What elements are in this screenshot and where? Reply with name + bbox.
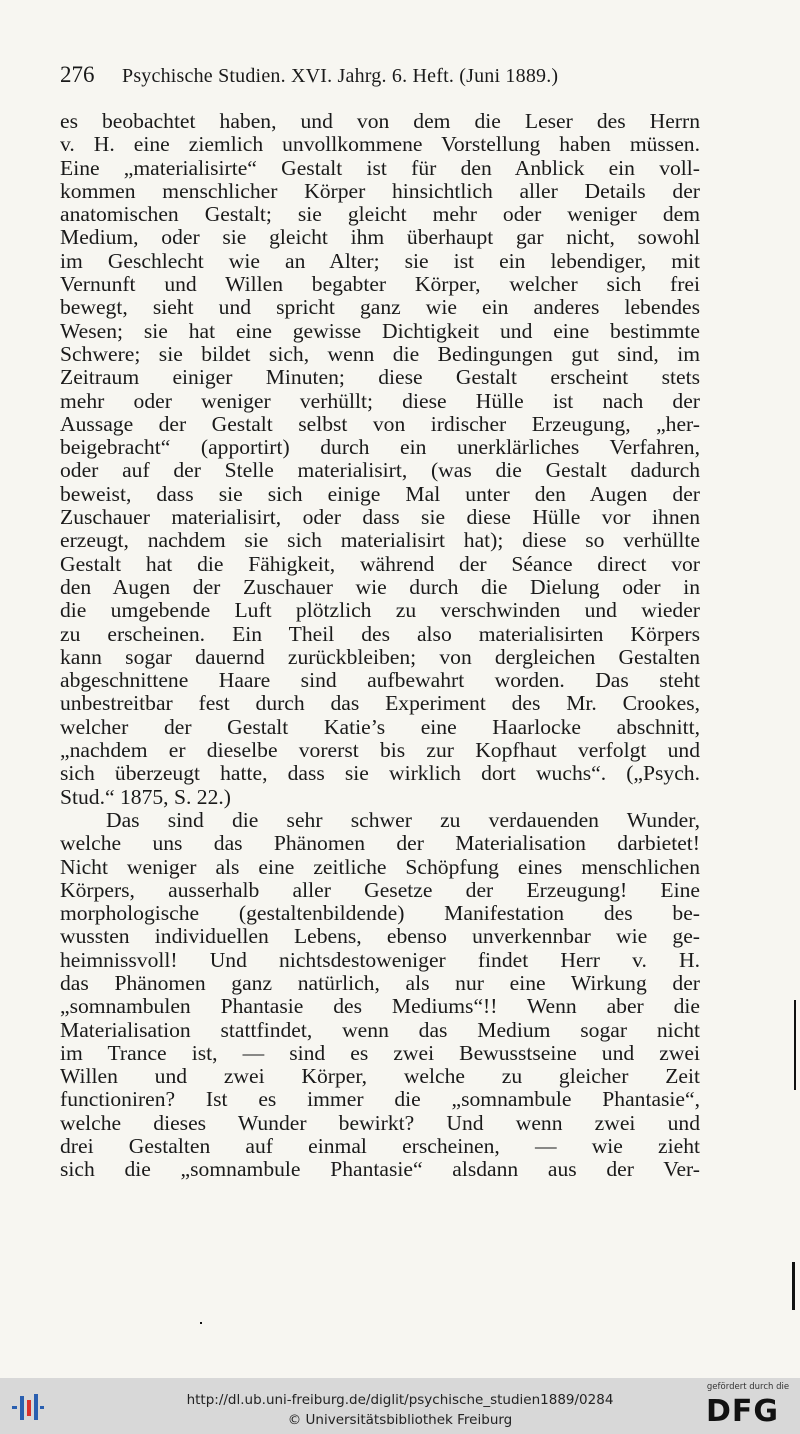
text-line: welche dieses Wunder bewirkt? Und wenn zwei und bbox=[60, 1111, 700, 1135]
text-line: Gestalt hat die Fähigkeit, während der Séance direct vor bbox=[60, 552, 700, 576]
text-line: mehr oder weniger verhüllt; diese Hülle ist nach der bbox=[60, 389, 700, 413]
scan-artifact bbox=[200, 1322, 202, 1324]
text-line: im Trance ist, — sind es zwei Bewusstseine und zwei bbox=[60, 1041, 700, 1065]
text-line: Das sind die sehr schwer zu verdauenden Wunder, bbox=[106, 808, 700, 832]
text-line: Stud.“ 1875, S. 22.) bbox=[60, 784, 231, 809]
text-line: bewegt, sieht und spricht ganz wie ein anderes lebendes bbox=[60, 296, 700, 320]
scan-artifact bbox=[794, 1000, 796, 1090]
text-line: unbestreitbar fest durch das Experiment des Mr. Crookes, bbox=[60, 692, 700, 716]
text-line: anatomischen Gestalt; sie gleicht mehr oder weniger dem bbox=[60, 203, 700, 227]
copyright-notice: © Universitätsbibliothek Freiburg bbox=[287, 1412, 513, 1428]
text-line: Willen und zwei Körper, welche zu gleicher Zeit bbox=[60, 1065, 700, 1089]
text-line: beigebracht“ (apportirt) durch ein unerklärliches Verfahren, bbox=[60, 436, 700, 460]
scan-artifact bbox=[792, 1262, 795, 1310]
text-line: zu erscheinen. Ein Theil des also materialisirten Körpers bbox=[60, 622, 700, 646]
text-line: welcher der Gestalt Katie’s eine Haarlocke abschnitt, bbox=[60, 715, 700, 739]
text-line: Wesen; sie hat eine gewisse Dichtigkeit und eine bestimmte bbox=[60, 319, 700, 343]
text-line: kann sogar dauernd zurückbleiben; von dergleichen Gestalten bbox=[60, 645, 700, 669]
text-line: wussten individuellen Lebens, ebenso unverkennbar wie ge- bbox=[60, 925, 700, 949]
source-url-link[interactable]: http://dl.ub.uni-freiburg.de/diglit/psychische_studien1889/0284 bbox=[186, 1392, 614, 1408]
text-line: erzeugt, nachdem sie sich materialisirt hat); diese so verhüllte bbox=[60, 529, 700, 553]
footer-bar bbox=[0, 1378, 800, 1434]
text-line: heimnissvoll! Und nichtsdestoweniger findet Herr v. H. bbox=[60, 948, 700, 972]
text-line: Aussage der Gestalt selbst von irdischer Erzeugung, „her- bbox=[60, 412, 700, 436]
text-line: sich überzeugt hatte, dass sie wirklich dort wuchs“. („Psych. bbox=[60, 762, 700, 786]
text-line: es beobachtet haben, und von dem die Leser des Herrn bbox=[60, 110, 700, 133]
text-line: die umgebende Luft plötzlich zu verschwinden und wieder bbox=[60, 599, 700, 623]
text-line: Zuschauer materialisirt, oder dass sie diese Hülle vor ihnen bbox=[60, 506, 700, 530]
text-line: kommen menschlicher Körper hinsichtlich aller Details der bbox=[60, 179, 700, 203]
text-line: Medium, oder sie gleicht ihm überhaupt gar nicht, sowohl bbox=[60, 226, 700, 250]
text-line: sich die „somnambule Phantasie“ alsdann aus der Ver- bbox=[60, 1158, 700, 1182]
funding-caption: gefördert durch die bbox=[706, 1382, 790, 1392]
text-line: abgeschnittene Haare sind aufbewahrt worden. Das steht bbox=[60, 669, 700, 693]
text-line: welche uns das Phänomen der Materialisation darbietet! bbox=[60, 832, 700, 856]
text-line: „nachdem er dieselbe vorerst bis zur Kopfhaut verfolgt und bbox=[60, 739, 700, 763]
running-title: Psychische Studien. XVI. Jahrg. 6. Heft. (Juni 1889.) bbox=[122, 65, 559, 87]
text-line: drei Gestalten auf einmal erscheinen, — wie zieht bbox=[60, 1135, 700, 1159]
text-line: „somnambulen Phantasie des Mediums“!! Wenn aber die bbox=[60, 995, 700, 1019]
text-line: morphologische (gestaltenbildende) Manifestation des be- bbox=[60, 902, 700, 926]
text-line: Körpers, ausserhalb aller Gesetze der Erzeugung! Eine bbox=[60, 878, 700, 902]
text-line: Materialisation stattfindet, wenn das Medium sogar nicht bbox=[60, 1018, 700, 1042]
page-number: 276 bbox=[60, 62, 95, 87]
dfg-logo bbox=[700, 1382, 796, 1432]
text-line: Eine „materialisirte“ Gestalt ist für den Anblick ein voll- bbox=[60, 156, 700, 180]
text-line: Vernunft und Willen begabter Körper, welcher sich frei bbox=[60, 273, 700, 297]
text-line: oder auf der Stelle materialisirt, (was die Gestalt dadurch bbox=[60, 459, 700, 483]
text-line: v. H. eine ziemlich unvollkommene Vorstellung haben müssen. bbox=[60, 133, 700, 157]
running-header bbox=[60, 62, 708, 92]
text-line: das Phänomen ganz natürlich, als nur eine Wirkung der bbox=[60, 971, 700, 995]
text-line: im Geschlecht wie an Alter; sie ist ein lebendiger, mit bbox=[60, 249, 700, 273]
text-line: Zeitraum einiger Minuten; diese Gestalt erscheint stets bbox=[60, 366, 700, 390]
body-text bbox=[60, 110, 700, 1182]
text-line: functioniren? Ist es immer die „somnambule Phantasie“, bbox=[60, 1088, 700, 1112]
text-line: beweist, dass sie sich einige Mal unter den Augen der bbox=[60, 482, 700, 506]
text-line: den Augen der Zuschauer wie durch die Dielung oder in bbox=[60, 575, 700, 599]
dfg-logo-text: DFG bbox=[706, 1394, 780, 1429]
text-line: Schwere; sie bildet sich, wenn die Bedingungen gut sind, im bbox=[60, 342, 700, 366]
text-line: Nicht weniger als eine zeitliche Schöpfung eines menschlichen bbox=[60, 855, 700, 879]
